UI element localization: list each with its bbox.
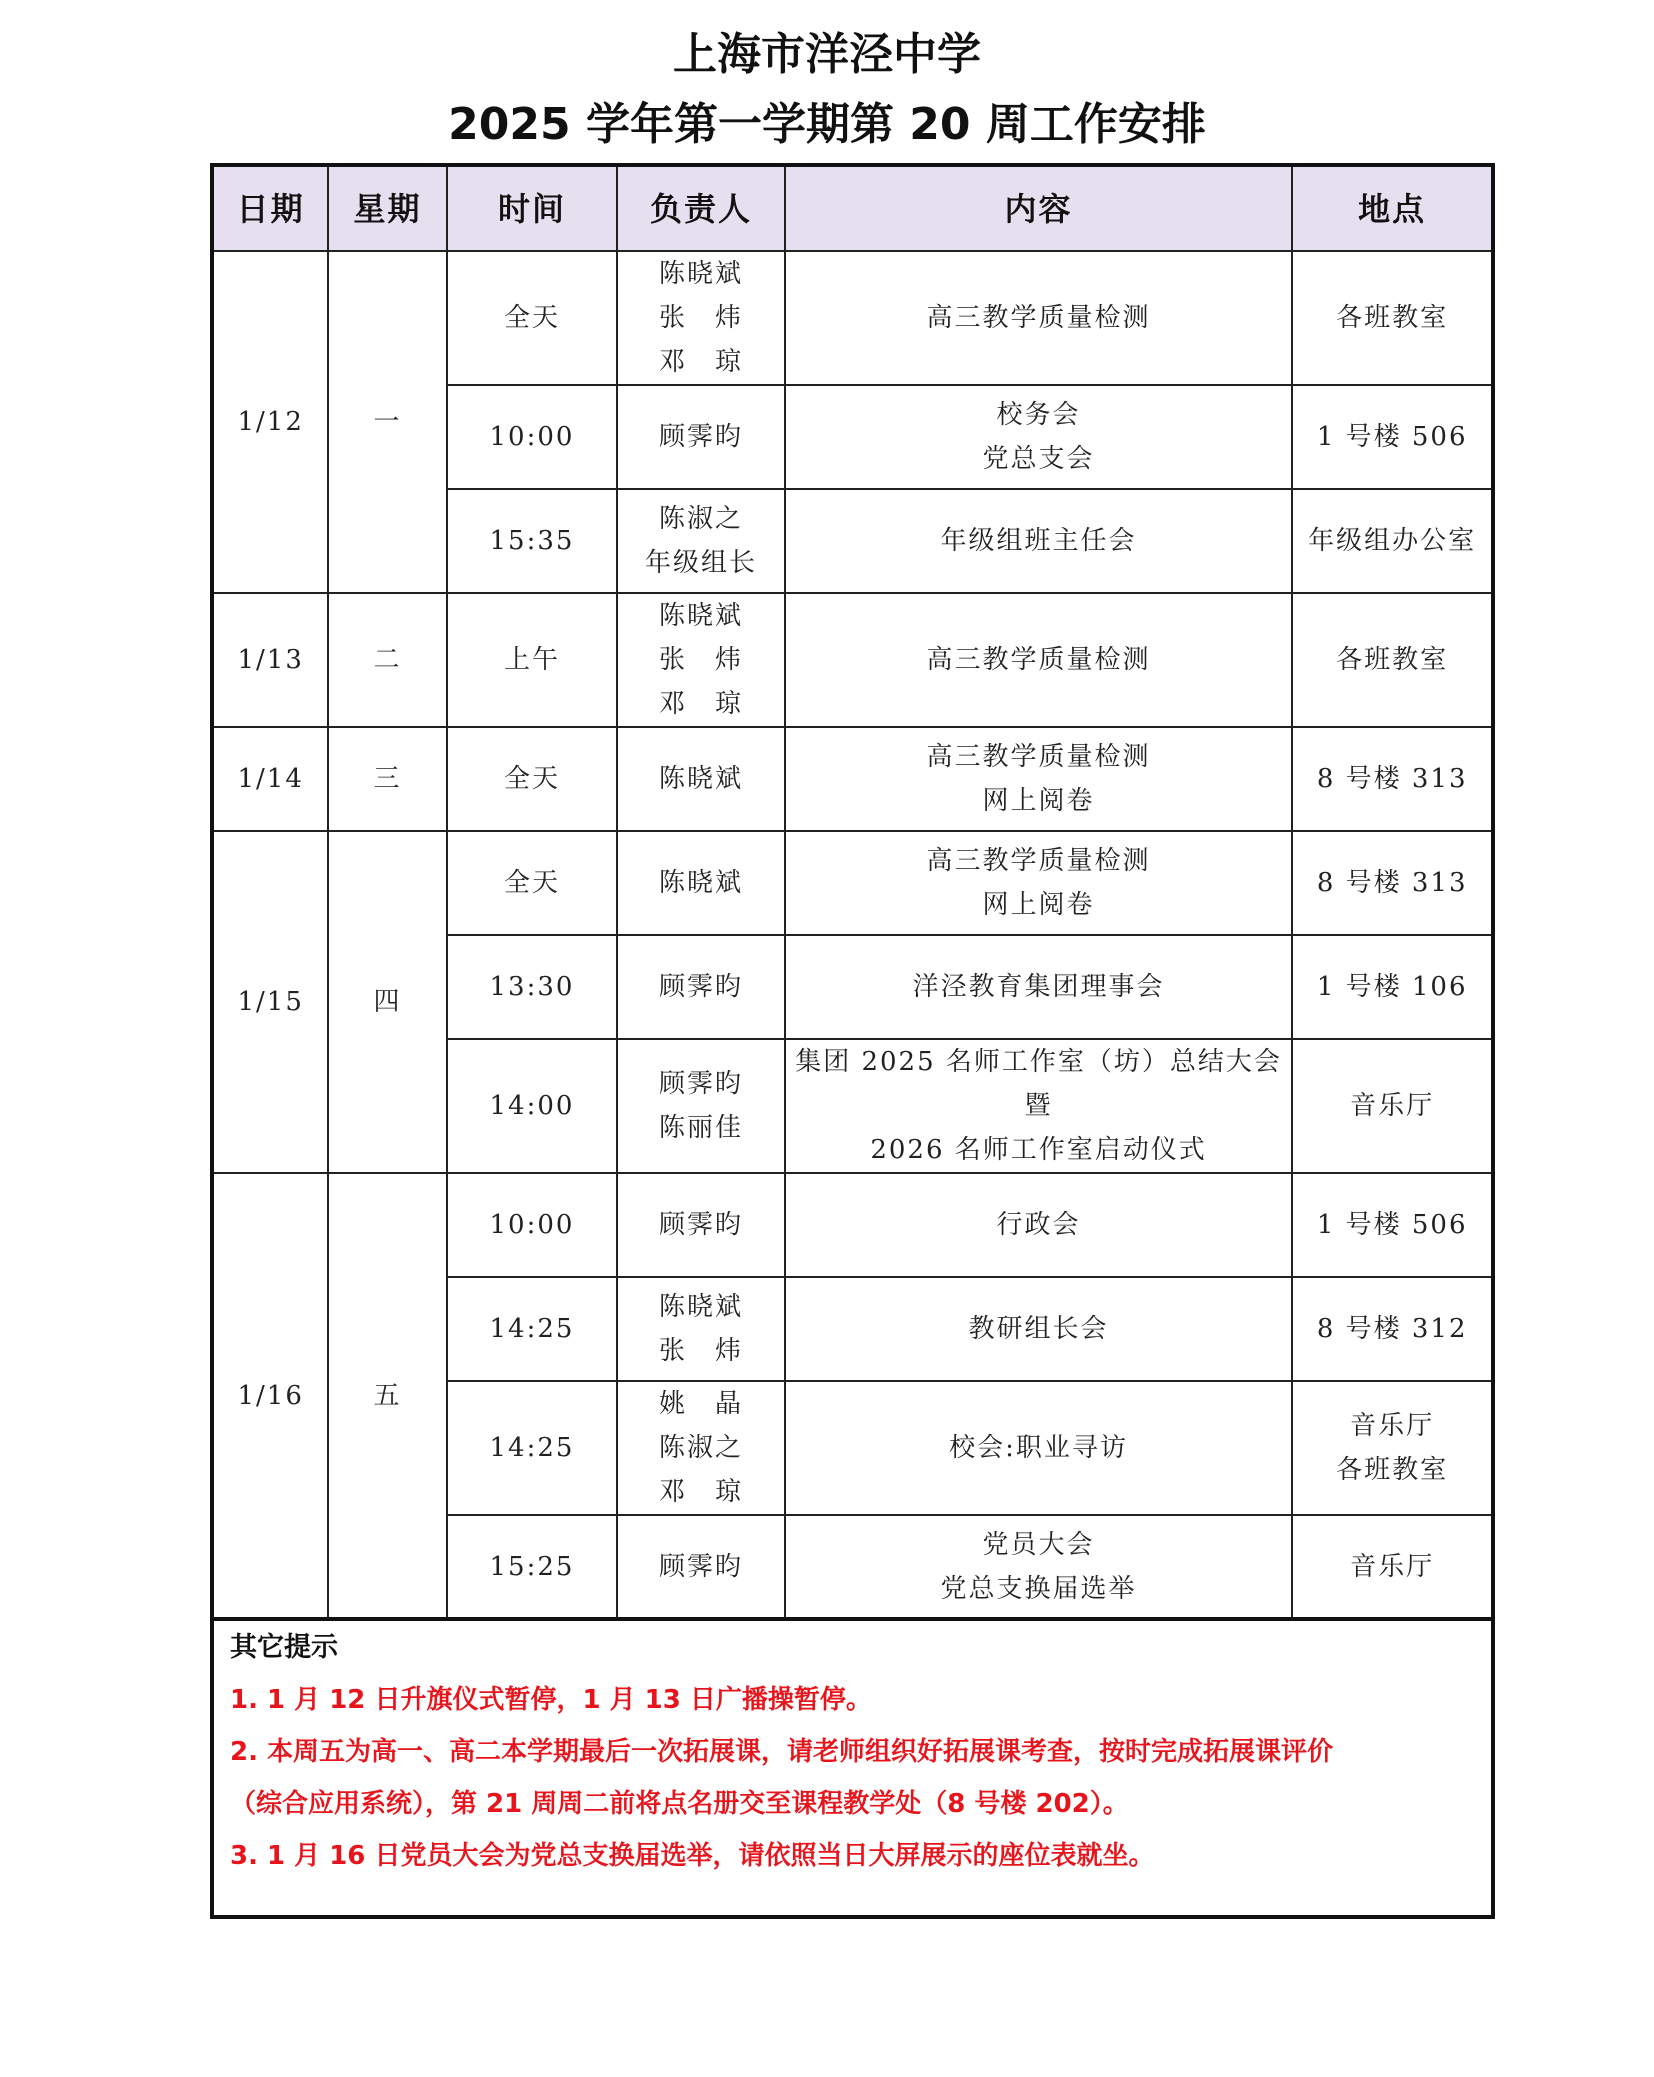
person-cell-line: 张 炜	[659, 303, 744, 333]
person-cell-line: 邓 琼	[659, 689, 744, 719]
place-cell-line: 音乐厅	[1350, 1411, 1435, 1441]
person-cell	[617, 831, 785, 935]
person-cell-line: 顾霁昀	[659, 422, 744, 452]
table-row	[212, 831, 1493, 935]
time-cell: 14:25	[447, 1381, 618, 1515]
place-cell	[1292, 489, 1493, 593]
time-cell: 14:25	[447, 1277, 618, 1381]
content-cell-line: 高三教学质量检测	[926, 742, 1151, 772]
person-cell	[617, 727, 785, 831]
content-cell-line: 网上阅卷	[982, 786, 1095, 816]
content-cell	[785, 489, 1293, 593]
place-cell-line: 各班教室	[1336, 1455, 1449, 1485]
note-line: （综合应用系统），第 21 周周二前将点名册交至课程教学处（8 号楼 202）。	[230, 1789, 1129, 1819]
date-cell: 1/15	[212, 831, 328, 1173]
header-weekday: 星期	[328, 165, 446, 251]
header-time: 时间	[447, 165, 618, 251]
content-cell	[785, 727, 1293, 831]
weekday-cell: 三	[328, 727, 446, 831]
place-cell-line: 音乐厅	[1350, 1091, 1435, 1121]
place-cell	[1292, 1173, 1493, 1277]
person-cell-line: 陈晓斌	[659, 868, 744, 898]
person-cell	[617, 593, 785, 727]
person-cell-line: 陈晓斌	[659, 764, 744, 794]
weekday-cell: 一	[328, 251, 446, 593]
date-cell: 1/12	[212, 251, 328, 593]
content-cell-line: 年级组班主任会	[940, 526, 1137, 556]
notes-title: 其它提示	[230, 1632, 338, 1663]
person-cell-line: 顾霁昀	[659, 972, 744, 1002]
person-cell	[617, 1381, 785, 1515]
content-cell	[785, 935, 1293, 1039]
time-cell: 13:30	[447, 935, 618, 1039]
time-cell: 全天	[447, 251, 618, 385]
place-cell	[1292, 1277, 1493, 1381]
content-cell-line: 高三教学质量检测	[926, 303, 1151, 333]
date-cell: 1/13	[212, 593, 328, 727]
content-cell-line: 网上阅卷	[982, 890, 1095, 920]
time-cell: 上午	[447, 593, 618, 727]
place-cell	[1292, 935, 1493, 1039]
person-cell-line: 顾霁昀	[659, 1069, 744, 1099]
schedule-table	[210, 163, 1495, 1621]
header-row	[212, 165, 1493, 251]
content-cell-line: 洋泾教育集团理事会	[912, 972, 1165, 1002]
content-cell-line: 2026 名师工作室启动仪式	[870, 1135, 1207, 1165]
place-cell-line: 各班教室	[1336, 645, 1449, 675]
content-cell	[785, 1039, 1293, 1173]
date-cell: 1/16	[212, 1173, 328, 1619]
person-cell-line: 张 炜	[659, 1336, 744, 1366]
place-cell	[1292, 251, 1493, 385]
content-cell-line: 校务会	[996, 400, 1081, 430]
time-cell: 14:00	[447, 1039, 618, 1173]
page-subtitle: 2025 学年第一学期第 20 周工作安排	[448, 99, 1206, 150]
person-cell-line: 姚 晶	[659, 1389, 744, 1419]
header-place: 地点	[1292, 165, 1493, 251]
person-cell-line: 顾霁昀	[659, 1210, 744, 1240]
time-cell: 10:00	[447, 385, 618, 489]
time-cell: 全天	[447, 831, 618, 935]
content-cell	[785, 593, 1293, 727]
table-row	[212, 593, 1493, 727]
content-cell	[785, 385, 1293, 489]
person-cell-line: 陈淑之	[659, 1433, 744, 1463]
place-cell-line: 8 号楼 313	[1316, 764, 1468, 794]
table-row	[212, 727, 1493, 831]
note-line: 1. 1 月 12 日升旗仪式暂停，1 月 13 日广播操暂停。	[230, 1685, 872, 1715]
content-cell-line: 教研组长会	[968, 1314, 1109, 1344]
content-cell	[785, 251, 1293, 385]
content-cell-line: 集团 2025 名师工作室（坊）总结大会暨	[795, 1047, 1282, 1121]
place-cell-line: 8 号楼 313	[1316, 868, 1468, 898]
time-cell: 15:25	[447, 1515, 618, 1619]
person-cell-line: 邓 琼	[659, 347, 744, 377]
content-cell-line: 高三教学质量检测	[926, 645, 1151, 675]
person-cell-line: 陈晓斌	[659, 1292, 744, 1322]
weekday-cell: 四	[328, 831, 446, 1173]
table-row	[212, 1173, 1493, 1277]
person-cell	[617, 1173, 785, 1277]
place-cell-line: 音乐厅	[1350, 1551, 1435, 1582]
person-cell	[617, 385, 785, 489]
content-cell-line: 校会:职业寻访	[949, 1433, 1128, 1463]
person-cell-line: 陈淑之	[659, 504, 744, 534]
content-cell-line: 党总支会	[982, 444, 1095, 474]
person-cell	[617, 1277, 785, 1381]
content-cell-line: 党员大会	[982, 1529, 1095, 1560]
person-cell-line: 张 炜	[659, 645, 744, 675]
weekday-cell: 二	[328, 593, 446, 727]
person-cell-line: 陈晓斌	[659, 601, 744, 631]
weekday-cell: 五	[328, 1173, 446, 1619]
place-cell	[1292, 1039, 1493, 1173]
person-cell-line: 邓 琼	[659, 1477, 744, 1507]
person-cell-line: 陈丽佳	[659, 1113, 744, 1143]
content-cell	[785, 1173, 1293, 1277]
person-cell-line: 陈晓斌	[659, 259, 744, 289]
place-cell-line: 1 号楼 106	[1316, 972, 1468, 1002]
date-cell: 1/14	[212, 727, 328, 831]
content-cell	[785, 1381, 1293, 1515]
header-content: 内容	[785, 165, 1293, 251]
place-cell	[1292, 1381, 1493, 1515]
time-cell: 15:35	[447, 489, 618, 593]
content-cell-line: 行政会	[996, 1210, 1081, 1240]
time-cell: 10:00	[447, 1173, 618, 1277]
content-cell-line: 党总支换届选举	[940, 1573, 1137, 1604]
content-cell	[785, 831, 1293, 935]
place-cell	[1292, 385, 1493, 489]
content-cell	[785, 1277, 1293, 1381]
content-cell-line: 高三教学质量检测	[926, 846, 1151, 876]
person-cell-line: 顾霁昀	[659, 1551, 744, 1582]
header-person: 负责人	[617, 165, 785, 251]
place-cell	[1292, 727, 1493, 831]
time-cell: 全天	[447, 727, 618, 831]
place-cell	[1292, 831, 1493, 935]
notes-section	[210, 1594, 1495, 1919]
header-date: 日期	[212, 165, 328, 251]
place-cell	[1292, 593, 1493, 727]
table-row	[212, 251, 1493, 385]
place-cell-line: 年级组办公室	[1308, 526, 1477, 556]
place-cell-line: 8 号楼 312	[1316, 1314, 1468, 1344]
note-line: 2. 本周五为高一、高二本学期最后一次拓展课，请老师组织好拓展课考查，按时完成拓展课评价	[230, 1737, 1334, 1767]
page-title: 上海市洋泾中学	[673, 29, 981, 80]
note-line: 3. 1 月 16 日党员大会为党总支换届选举，请依照当日大屏展示的座位表就坐。	[230, 1841, 1155, 1871]
person-cell	[617, 935, 785, 1039]
person-cell-line: 年级组长	[645, 548, 758, 578]
place-cell-line: 各班教室	[1336, 303, 1449, 333]
person-cell	[617, 489, 785, 593]
person-cell	[617, 251, 785, 385]
schedule-body	[212, 251, 1493, 1619]
place-cell-line: 1 号楼 506	[1316, 1210, 1468, 1240]
person-cell	[617, 1039, 785, 1173]
place-cell-line: 1 号楼 506	[1316, 422, 1468, 452]
